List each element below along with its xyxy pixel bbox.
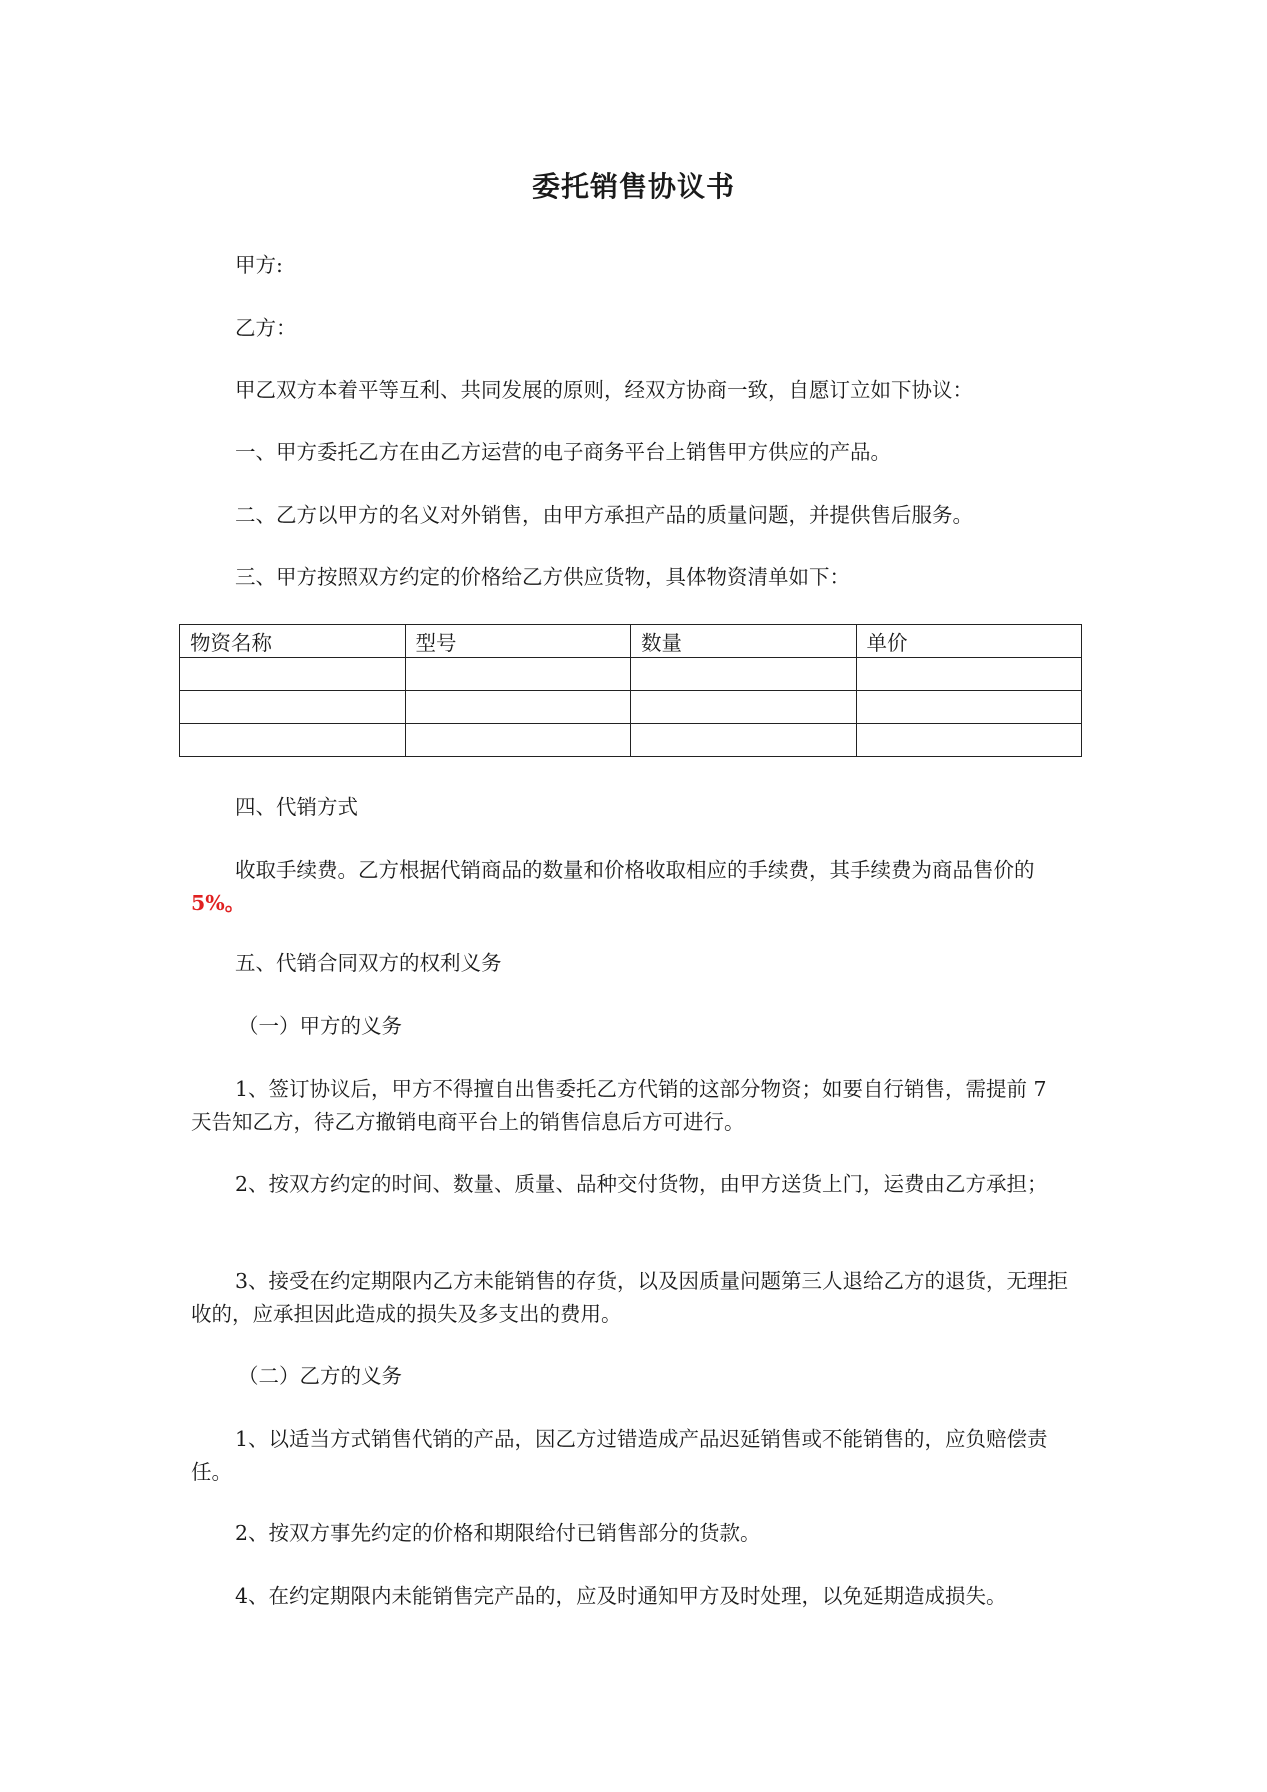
sec1-item-2: 2、按双方约定的时间、数量、质量、品种交付货物，由甲方送货上门，运费由乙方承担； (235, 1172, 1048, 1196)
article-4-text (191, 854, 1071, 920)
table-header-cell: 型号 (405, 625, 631, 658)
table-cell (405, 658, 631, 691)
sec1-item-1: 1、签订协议后，甲方不得擅自出售委托乙方代销的这部分物资；如要自行销售，需提前 7 天告知乙方，待乙方撤销电商平台上的销售信息后方可进行。 (191, 1077, 1047, 1134)
table-cell (180, 691, 406, 724)
party-b-label: 乙方： (235, 316, 297, 340)
table-cell (631, 724, 857, 757)
sec1-item-3: 3、接受在约定期限内乙方未能销售的存货，以及因质量问题第三人退给乙方的退货，无理拒收的，应承担因此造成的损失及多支出的费用。 (191, 1269, 1069, 1326)
article-1: 一、甲方委托乙方在由乙方运营的电子商务平台上销售甲方供应的产品。 (235, 440, 891, 464)
table-cell (856, 691, 1082, 724)
article-2: 二、乙方以甲方的名义对外销售，由甲方承担产品的质量问题，并提供售后服务。 (235, 503, 973, 527)
table-cell (180, 658, 406, 691)
table-cell (856, 724, 1082, 757)
sec2-item-4: 4、在约定期限内未能销售完产品的，应及时通知甲方及时处理，以免延期造成损失。 (235, 1584, 1007, 1608)
table-cell (405, 691, 631, 724)
section-1-title: （一）甲方的义务 (238, 1014, 402, 1038)
table-header-cell: 单价 (856, 625, 1082, 658)
table-cell (856, 658, 1082, 691)
sec2-item-1: 1、以适当方式销售代销的产品，因乙方过错造成产品迟延销售或不能销售的，应负赔偿责任。 (191, 1427, 1048, 1484)
commission-rate: 5%。 (191, 891, 246, 915)
article-4-body: 收取手续费。乙方根据代销商品的数量和价格收取相应的手续费，其手续费为商品售价的 (235, 858, 1035, 882)
section-2-title: （二）乙方的义务 (238, 1364, 402, 1388)
table-header-cell: 数量 (631, 625, 857, 658)
table-row (180, 724, 1082, 757)
table-cell (405, 724, 631, 757)
article-4-title: 四、代销方式 (235, 795, 358, 819)
table-cell (631, 658, 857, 691)
table-header-cell: 物资名称 (180, 625, 406, 658)
table-cell (180, 724, 406, 757)
preamble: 甲乙双方本着平等互利、共同发展的原则，经双方协商一致，自愿订立如下协议： (235, 378, 973, 402)
goods-table (179, 624, 1082, 757)
sec2-item-2: 2、按双方事先约定的价格和期限给付已销售部分的货款。 (235, 1521, 761, 1545)
table-header-row (180, 625, 1082, 658)
table-row (180, 658, 1082, 691)
article-5-title: 五、代销合同双方的权利义务 (235, 951, 502, 975)
party-a-label: 甲方: (235, 253, 283, 277)
table-cell (631, 691, 857, 724)
article-3: 三、甲方按照双方约定的价格给乙方供应货物，具体物资清单如下： (235, 565, 850, 589)
document-title: 委托销售协议书 (531, 170, 735, 203)
table-row (180, 691, 1082, 724)
